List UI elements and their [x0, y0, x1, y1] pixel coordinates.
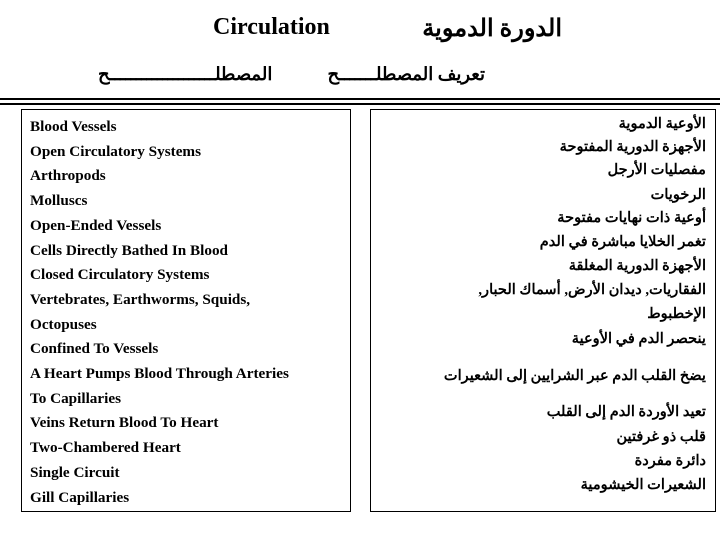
arabic-term-1: الأوعية الدموية — [618, 116, 706, 132]
arabic-term-5: أوعية ذات نهايات مفتوحة — [557, 210, 706, 226]
english-term-10: Confined To Vessels — [30, 340, 159, 358]
arabic-term-15: الشعيرات الخيشومية — [580, 477, 706, 493]
english-term-11: A Heart Pumps Blood Through Arteries — [30, 365, 289, 383]
divider-line-top — [0, 98, 720, 100]
english-term-3: Arthropods — [30, 167, 106, 185]
arabic-term-6: تغمر الخلايا مباشرة في الدم — [539, 234, 706, 250]
english-term-6: Cells Directly Bathed In Blood — [30, 241, 229, 259]
arabic-term-3: مفصليات الأرجل — [607, 162, 706, 178]
arabic-term-13: قلب ذو غرفتين — [616, 429, 706, 445]
arabic-term-4: الرخويات — [650, 187, 706, 203]
english-term-15: Single Circuit — [30, 463, 120, 481]
arabic-term-2: الأجهزة الدورية المفتوحة — [559, 139, 706, 155]
arabic-term-10: ينحصر الدم في الأوعية — [571, 331, 706, 347]
english-terms-list — [30, 115, 346, 510]
arabic-term-12: تعيد الأوردة الدم إلى القلب — [546, 404, 706, 420]
english-term-8: Vertebrates, Earthworms, Squids, — [30, 290, 251, 308]
definition-column-heading: تعريف المصطلـــــــح — [327, 64, 485, 84]
english-term-1: Blood Vessels — [30, 118, 117, 135]
english-term-4: Molluscs — [30, 192, 88, 210]
title-english: Circulation — [213, 14, 330, 40]
english-terms-box — [21, 109, 351, 512]
english-term-9: Octopuses — [30, 315, 97, 333]
english-term-13: Veins Return Blood To Heart — [30, 414, 219, 432]
arabic-term-14: دائرة مفردة — [634, 453, 706, 469]
term-column-heading: المصطلــــــــــــــــــــح — [98, 64, 273, 84]
arabic-term-8: الفقاريات, ديدان الأرض, أسماك الحبار, — [478, 282, 706, 298]
english-term-16: Gill Capillaries — [30, 488, 130, 506]
english-term-12: To Capillaries — [30, 389, 121, 407]
divider-line-bottom — [0, 103, 720, 105]
english-term-5: Open-Ended Vessels — [30, 216, 162, 234]
arabic-term-7: الأجهزة الدورية المغلقة — [568, 258, 706, 274]
english-term-7: Closed Circulatory Systems — [30, 266, 210, 284]
english-term-14: Two-Chambered Heart — [30, 439, 181, 457]
arabic-term-9: الإخطبوط — [647, 306, 706, 322]
title-arabic: الدورة الدموية — [422, 16, 562, 42]
arabic-term-11: يضخ القلب الدم عبر الشرايين إلى الشعيرات — [443, 368, 706, 384]
english-term-2: Open Circulatory Systems — [30, 142, 201, 160]
arabic-terms-box — [370, 109, 716, 512]
